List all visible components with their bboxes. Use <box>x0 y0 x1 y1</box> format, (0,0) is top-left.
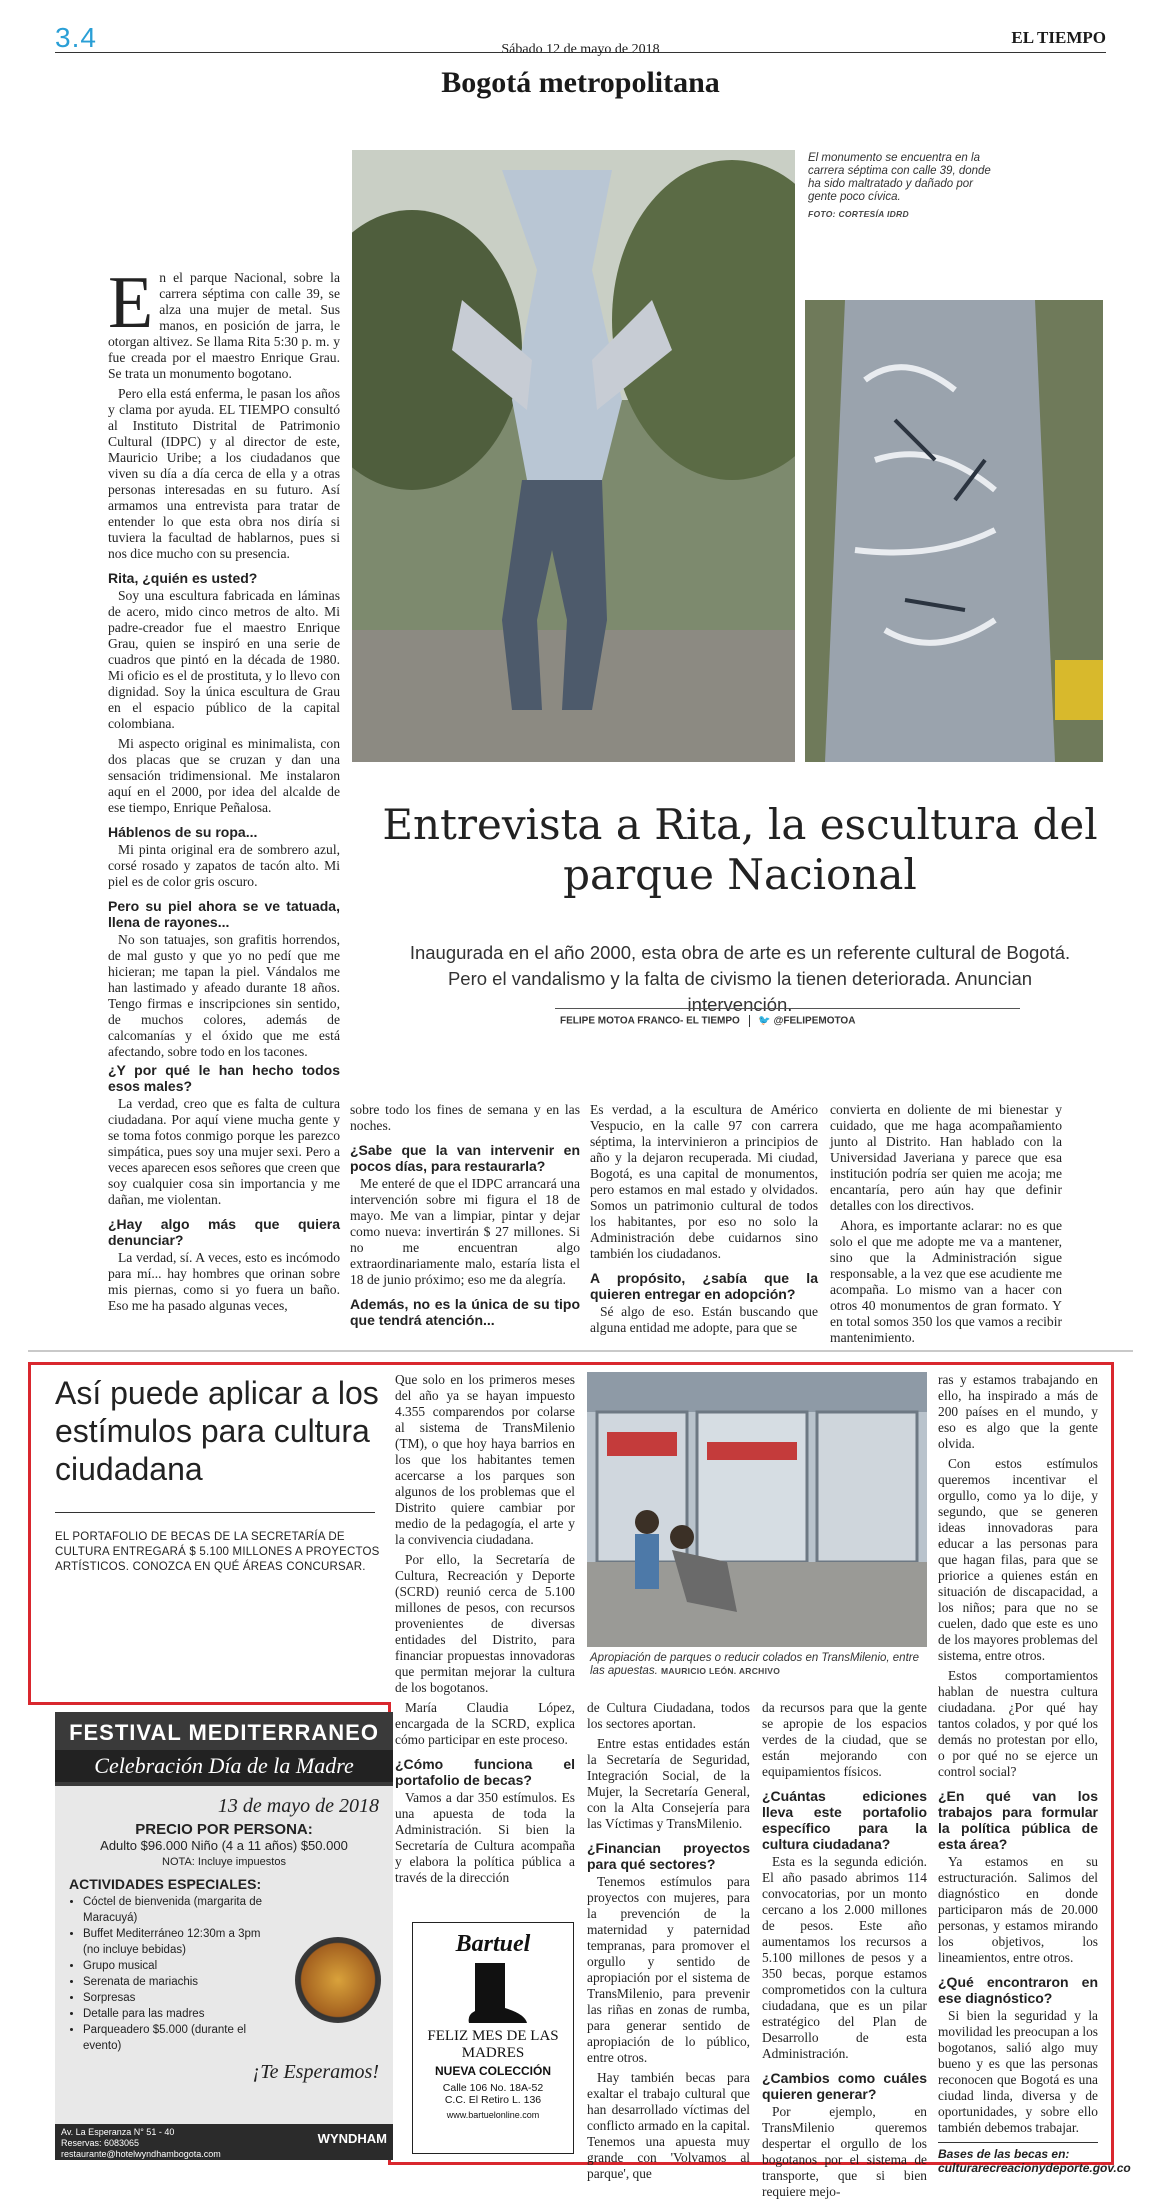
box-paragraph: María Claudia López, encargada de la SCRD, explica cómo participar en este proceso. <box>395 1700 575 1747</box>
article-column-4 <box>830 1102 1062 1350</box>
box-paragraph: Por ello, la Secretaría de Cultura, Recreación y Deporte (SCRD) reunió cerca de 5.100 millones de pesos, con recursos provenientes de diversas entidades del Distrito, para financiar propuestas innovadoras que permitan mejorar la cultura de los bogotanos. <box>395 1552 575 1695</box>
box-lead: EL PORTAFOLIO DE BECAS DE LA SECRETARÍA DE CULTURA ENTREGARÁ $ 5.100 MILLONES A PROYECTOS ARTÍSTICOS. CONOZCA EN QUÉ ÁREAS CONCURSAR. <box>55 1531 380 1573</box>
ad-festival-footer <box>55 2124 393 2160</box>
article-paragraph: Pero ella está enferma, le pasan los años y clama por ayuda. EL TIEMPO consultó al Instituto Distrital de Patrimonio Cultural (IDPC) y al director de este, Mauricio Uribe; a los ciudadanos que viven su día a día cerca de ella y a otras personas interesadas en su futuro. Así armamos una entrevista para tratar de entender lo que esta obra nos diría si tuviera la facultad de hablarnos, pues si nos dice mucho con su presencia. <box>108 386 340 561</box>
box-bases <box>938 2142 1131 2175</box>
ad-festival-price-label: PRECIO POR PERSONA: <box>135 1821 313 1838</box>
photo-sculpture-main <box>352 150 795 762</box>
box-question: ¿Cuántas ediciones lleva este portafolio específico para la cultura ciudadana? <box>762 1788 927 1852</box>
twitter-icon: 🐦 <box>758 1015 771 1027</box>
section-title: Bogotá metropolitana <box>441 66 720 99</box>
activity-item: • Parqueadero $5.000 (durante el evento) <box>83 2022 273 2054</box>
ad-festival-activities-label: ACTIVIDADES ESPECIALES: <box>69 1876 262 1892</box>
article-column-3 <box>590 1102 818 1340</box>
article-paragraph: La verdad, creo que es falta de cultura ciudadana. Por aquí viene mucha gente y se toma fotos conmigo porque les parezco simpática, pues soy una mujer sexi. Pero a veces aparecen esos señores que creen que soy cualquier cosa sin importancia y me dañan, me violentan. <box>108 1096 340 1207</box>
article-column-2 <box>350 1102 580 1330</box>
question-heading: Rita, ¿quién es usted? <box>108 570 258 586</box>
article-paragraph: Mi pinta original era de sombrero azul, corsé rosado y zapatos de tacón alto. Mi piel es de color gris oscuro. <box>108 842 340 889</box>
bases-url[interactable]: culturarecreacionydeporte.gov.co <box>938 2161 1131 2175</box>
ad-festival-note: NOTA: Incluye impuestos <box>162 1856 286 1868</box>
question-heading: ¿Y por qué le han hecho todos esos males? <box>108 1062 340 1094</box>
page-number: 3.4 <box>55 22 97 53</box>
boot-image <box>413 1958 573 2028</box>
ad-festival-closing: ¡Te Esperamos! <box>252 2061 379 2083</box>
bartuel-tagline: FELIZ MES DE LAS MADRES <box>427 2028 559 2061</box>
bartuel-web[interactable]: www.bartuelonline.com <box>446 2110 540 2120</box>
article-paragraph: Mi aspecto original es minimalista, con dos placas que se cruzan y dan una sensación tridimensional. Me instalaron aquí en el 2000, por idea del alcalde de ese tiempo, Enrique Peñalosa. <box>108 736 340 815</box>
box-paragraph: Que solo en los primeros meses del año ya se hayan impuesto 4.355 comparendos por colarse al sistema de TransMilenio (TM), o que hoy haya barrios en los que los habitantes temen acercarse a los parques son algunos de los problemas que el Distrito quiere cambiar por medio de la pedagogía, el arte y la convivencia ciudadana. <box>395 1372 575 1547</box>
ad-festival-phone: Reservas: 6083065 <box>61 2138 140 2148</box>
box-paragraph: Con estos estímulos queremos incentivar el orgullo, como ya lo dije, y segundo, que se generen ideas innovadoras para educar a las personas para que hagan filas, para que se priorice a quienes están en situación de discapacidad, a los niños; para que no se cuelen, dado que este es uno de los mayores problemas del sistema, entre otros. <box>938 1456 1098 1663</box>
ad-festival-title: FESTIVAL MEDITERRANEO <box>69 1720 379 1745</box>
box-paragraph: Ya estamos en su estructuración. Salimos del diagnóstico en donde participaron más de 20.000 personas, y estamos mirando los objetivos, los lineamientos, entre otros. <box>938 1854 1098 1965</box>
activity-item: • Cóctel de bienvenida (margarita de Maracuyá) <box>83 1894 273 1926</box>
question-heading: A propósito, ¿sabía que la quieren entregar en adopción? <box>590 1270 818 1302</box>
bartuel-logo: Bartuel <box>455 1931 531 1957</box>
paella-image <box>295 1937 381 2023</box>
bartuel-collection: NUEVA COLECCIÓN <box>434 2064 551 2078</box>
ad-festival-email: restaurante@hotelwyndhambogota.com <box>61 2149 221 2159</box>
question-heading: Háblenos de su ropa... <box>108 824 258 840</box>
box-paragraph: Tenemos estímulos para proyectos con mujeres, para la prevención de la maternidad y paternidad tempranas, para promover el orgullo y sentido de apropiación por el sistema de TransMilenio, para prevenir las riñas en zonas de rumba, para generar sentido de apropiación de lo público, entre otros. <box>587 1874 750 2065</box>
box-paragraph: Si bien la seguridad y la movilidad les preocupan a los bogotanos, salió algo muy bueno y es que las personas reconocen que Bogotá es una ciudad linda, diversa y de oportunidades, y sobre ello también debemos trabajar. <box>938 2008 1098 2135</box>
article-paragraph: Ahora, es importante aclarar: no es que solo el que me adopte me va a mantener, sino que la Administración sigue responsable, a la vez que ese acudiente me acompaña. Lo mismo van a hacer con otros 40 monumentos de gran formato. Y en total somos 350 los que vamos a recibir mantenimiento. <box>830 1218 1062 1345</box>
box-paragraph: Entre estas entidades están la Secretaría de Seguridad, Integración Social, de la Mujer, la Secretaría General, con la Alta Consejería para las Víctimas y TransMilenio. <box>587 1736 750 1831</box>
box-column-4 <box>938 1372 1131 2175</box>
box-question: ¿En qué van los trabajos para formular la política pública de esta área? <box>938 1788 1098 1852</box>
photo-main-credit: FOTO: CORTESÍA IDRD <box>808 209 909 219</box>
article-paragraph: sobre todo los fines de semana y en las noches. <box>350 1102 580 1133</box>
box-column-3 <box>762 1700 927 2204</box>
box-photo-credit: MAURICIO LEÓN. ARCHIVO <box>660 1666 781 1676</box>
box-paragraph: de Cultura Ciudadana, todos los sectores aportan. <box>587 1700 750 1731</box>
article-paragraph: Es verdad, a la escultura de Américo Vespucio, en la calle 97 con carrera séptima, la intervinieron a principios de año y la dejaron recuperada. Mi ciudad, Bogotá, es una capital de monumentos, pero estamos en mal estado y olvidados. Somos un patrimonio cultural de todos los habitantes, por eso no solo la Administración debe cuidarnos sino también los ciudadanos. <box>590 1102 818 1261</box>
question-heading: ¿Hay algo más que quiera denunciar? <box>108 1216 340 1248</box>
article-column-1 <box>108 262 340 1064</box>
photo-sculpture-detail <box>805 300 1103 762</box>
ad-festival-prices: Adulto $96.000 Niño (4 a 11 años) $50.000 <box>100 1838 348 1853</box>
bases-label: Bases de las becas en: <box>938 2147 1070 2161</box>
question-heading: Pero su piel ahora se ve tatuada, llena de rayones... <box>108 898 340 930</box>
ad-festival-body <box>55 1786 393 2160</box>
ad-festival-activities <box>69 1894 273 2054</box>
article-paragraph: convierta en doliente de mi bienestar y cuidado, que me haga acompañamiento junto al Distrito. Han hablado con la Universidad Javeriana y parece que esa institución podría ser quien me acoja; me encantaría, pero aún hay que definir detalles con los directivos. <box>830 1102 1062 1213</box>
question-heading: Además, no es la única de su tipo que tendrá atención... <box>350 1296 580 1328</box>
article-intro: n el parque Nacional, sobre la carrera séptima con calle 39, se alza una mujer de metal. Sus manos, en posición de jarra, le otorgan altivez. Se llama Rita 5:30 p. m. y fue creada por el maestro Enrique Grau. Se trata un monumento bogotano. <box>108 270 340 381</box>
bartuel-address-1: Calle 106 No. 18A-52 <box>442 2082 544 2094</box>
ad-bartuel <box>412 1922 574 2154</box>
article-paragraph: No son tatuajes, son grafitis horrendos, de mal gusto y que yo no pedí que me hicieran; me tapan la piel. Vándalos me han lastimado y afeado durante 18 años. Tengo firmas e inscripciones sin sentido, de muchos colores, además de calcomanías y el óxido que me está afectando, sobre todo en los tacones. <box>108 932 340 1059</box>
box-title: Así puede aplicar a los estímulos para cultura ciudadana <box>55 1375 379 1487</box>
article-paragraph: La verdad, sí. A veces, esto es incómodo para mí... hay hombres que orinan sobre mis piernas, como si yo fuera un baño. Eso me ha pasado algunas veces, <box>108 1250 340 1313</box>
ad-festival-address: Av. La Esperanza N° 51 - 40 <box>61 2127 175 2137</box>
activity-item: • Buffet Mediterráneo 12:30m a 3pm (no incluye bebidas) <box>83 1926 273 1958</box>
article-paragraph: Sé algo de eso. Están buscando que alguna entidad me adopte, para que se <box>590 1304 818 1335</box>
box-column-2 <box>587 1700 750 2186</box>
bartuel-address-2: C.C. El Retiro L. 136 <box>444 2094 542 2106</box>
box-question: ¿Qué encontraron en ese diagnóstico? <box>938 1974 1098 2006</box>
question-heading: ¿Sabe que la van intervenir en pocos días, para restaurarla? <box>350 1142 580 1174</box>
box-question: ¿Cambios como cuáles quieren generar? <box>762 2070 927 2102</box>
ad-festival-date: 13 de mayo de 2018 <box>217 1795 379 1817</box>
activity-item: • Grupo musical <box>83 1958 273 1974</box>
article-dek: Inaugurada en el año 2000, esta obra de arte es un referente cultural de Bogotá. Pero el vandalismo y la falta de civismo la tienen deteriorada. Anuncian intervención. <box>409 942 1071 1015</box>
photo-main-caption-text: El monumento se encuentra en la carrera séptima con calle 39, donde ha sido maltratado y dañado por gente poco cívica. <box>808 152 991 203</box>
byline-author: FELIPE MOTOA FRANCO- EL TIEMPO <box>560 1015 740 1027</box>
activity-item: • Sorpresas <box>83 1990 273 2006</box>
photo-transmilenio <box>587 1372 927 1647</box>
box-column-1 <box>395 1372 575 1890</box>
activity-item: • Serenata de mariachis <box>83 1974 273 1990</box>
box-paragraph: Hay también becas para exaltar el trabajo cultural que han desarrollado víctimas del conflicto armado en la capital. Tenemos una apuesta muy grande con 'Volvamos al parque', que <box>587 2070 750 2181</box>
newspaper-brand: EL TIEMPO <box>1011 28 1106 47</box>
box-photo-caption-text: Apropiación de parques o reducir colados en TransMilenio, entre las apuestas. <box>590 1652 920 1677</box>
box-paragraph: ras y estamos trabajando en ello, ha inspirado a más de 200 países en el mundo, y eso es algo que la gente olvida. <box>938 1372 1098 1451</box>
box-question: ¿Cómo funciona el portafolio de becas? <box>395 1756 575 1788</box>
article-paragraph: Soy una escultura fabricada en láminas de acero, mido cinco metros de alto. Mi padre-creador fue el maestro Enrique Grau, quien se inspiró en una serie de cuadros que pintó en la década de 1980. Mi oficio es el de prostituta, y lo llevo con dignidad. Soy la única escultura de Grau en el espacio público de la capital colombiana. <box>108 588 340 731</box>
photo-main-caption <box>808 152 998 221</box>
sidebar-box-notch <box>28 1702 391 1705</box>
ad-festival-subtitle: Celebración Día de la Madre <box>55 1750 393 1782</box>
box-paragraph: Estos comportamientos hablan de nuestra cultura ciudadana. ¿Por qué hay tantos colados, y por qué los demás no protestan por ello, o por qué no se ejerce un control social? <box>938 1668 1098 1779</box>
byline-rule <box>555 1008 1020 1009</box>
activity-item: • Detalle para las madres <box>83 2006 273 2022</box>
article-headline: Entrevista a Rita, la escultura del parque Nacional <box>382 800 1098 899</box>
article-column-1b <box>108 1062 340 1318</box>
dropcap: E <box>108 262 154 344</box>
hotel-logo: WYNDHAM <box>317 2131 387 2146</box>
issue-date: Sábado 12 de mayo de 2018 <box>501 42 660 57</box>
box-photo-caption <box>590 1652 920 1678</box>
box-paragraph: Por ejemplo, en TransMilenio queremos despertar el orgullo de los bogotanos por el sistema de transporte, que si bien requiere mejo- <box>762 2104 927 2199</box>
box-paragraph: Esta es la segunda edición. El año pasado abrimos 114 convocatorias, por un monto cercano a los 2.000 millones de pesos. Este año aumentamos los recursos a 5.100 millones de pesos y a 350 becas, porque estamos comprometidos con la cultura ciudadana, que es un pilar estratégico del Plan de Desarrollo de esta Administración. <box>762 1854 927 2061</box>
box-paragraph: Vamos a dar 350 estímulos. Es una apuesta de toda la Administración. Si bien la Secretaría de Cultura acompaña y elabora la política pública a través de la dirección <box>395 1790 575 1885</box>
box-divider <box>28 1350 1133 1352</box>
box-paragraph: da recursos para que la gente se apropie de los espacios verdes de la ciudad, que se están mejorando con equipamientos físicos. <box>762 1700 927 1779</box>
twitter-handle[interactable]: @FELIPEMOTOA <box>773 1015 856 1027</box>
byline <box>560 1015 855 1027</box>
ad-festival-mediterraneo <box>55 1712 393 2160</box>
article-paragraph: Me enteré de que el IDPC arrancará una intervención sobre mi figura el 18 de mayo. Me van a limpiar, pintar y dejar como nueva: invertirán $ 27 millones. Si no me encuentran algo extraordinariamente malo, estaría lista el 18 de junio próximo; eso me da alegría. <box>350 1176 580 1287</box>
box-title-rule <box>55 1512 375 1513</box>
box-question: ¿Financian proyectos para qué sectores? <box>587 1840 750 1872</box>
header-rule <box>55 52 1106 53</box>
